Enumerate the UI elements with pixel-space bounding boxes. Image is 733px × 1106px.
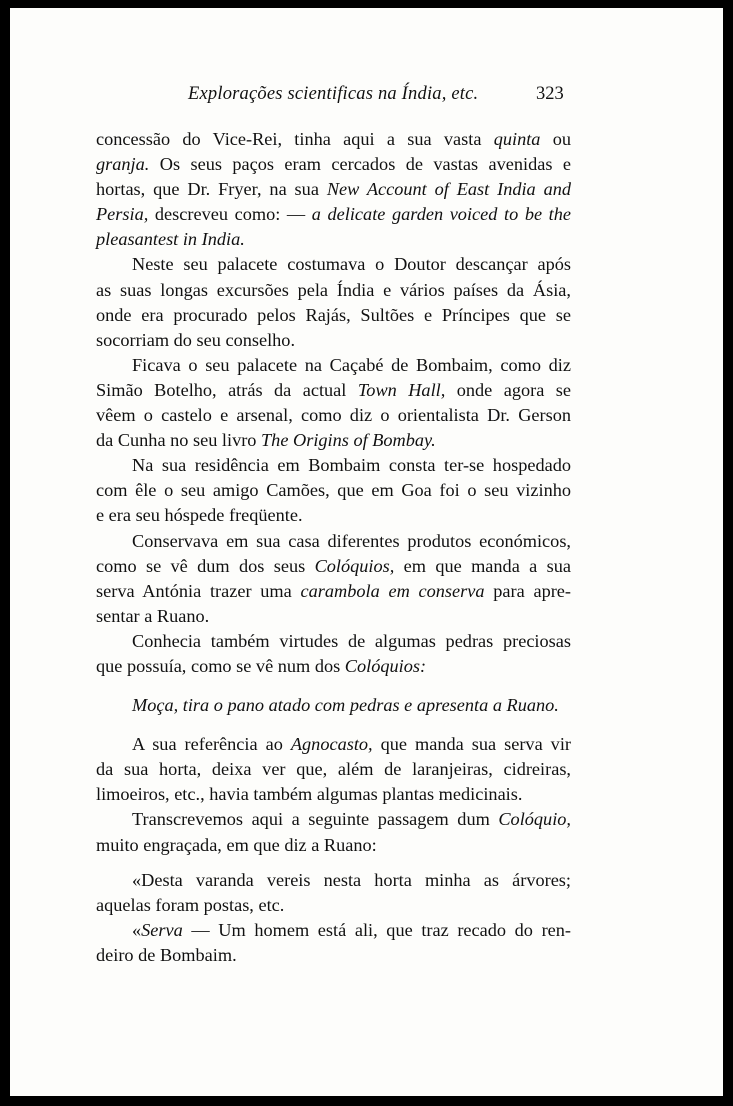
text-line: concessão do Vice-Rei, tinha aqui a sua vasta quinta ou: [96, 129, 571, 149]
text-line: pleasantest in India.: [96, 229, 245, 250]
dialogue-line: deiro de Bombaim.: [96, 944, 237, 965]
spacer: [96, 858, 571, 868]
running-title: Explorações scientificas na Índia, etc.: [188, 84, 479, 104]
dialogue-line: aquelas foram postas, etc.: [96, 894, 285, 915]
text-line: limoeiros, etc., havia também algumas plantas medicinais.: [96, 784, 523, 805]
text-line: e era seu hóspede freqüente.: [96, 505, 303, 526]
text-line: vêem o castelo e arsenal, como diz o orientalista Dr. Gerson: [96, 405, 571, 426]
text-line: que possuía, como se vê num dos Colóquios:: [96, 655, 427, 676]
dialogue-line: «Desta varanda vereis nesta horta minha as árvores;: [132, 869, 571, 890]
text-line: Ficava o seu palacete na Caçabé de Bombaim, como diz: [132, 354, 571, 375]
text-line: Conservava em sua casa diferentes produtos económicos,: [132, 530, 571, 551]
page-header: [10, 84, 723, 112]
book-page: [10, 8, 723, 1096]
text-line: Conhecia também virtudes de algumas pedras preciosas: [132, 630, 571, 651]
text-line: Na sua residência em Bombaim consta ter-se hospedado: [132, 455, 571, 476]
text-line: socorriam do seu conselho.: [96, 329, 296, 350]
text-line: com êle o seu amigo Camões, que em Goa foi o seu vizinho: [96, 480, 571, 501]
body-text: [96, 127, 571, 968]
text-line: A sua referência ao Agnocasto, que manda sua serva vir: [132, 734, 571, 755]
text-line: Transcrevemos aqui a seguinte passagem dum Colóquio,: [132, 809, 571, 830]
quotation-line: Moça, tira o pano atado com pedras e apresenta a Ruano.: [132, 695, 559, 716]
text-line: Persia, descreveu como: — a delicate garden voiced to be the: [96, 204, 572, 225]
text-line: sentar a Ruano.: [96, 605, 210, 626]
text-line: hortas, que Dr. Fryer, na sua New Account of East India and: [96, 179, 571, 200]
text-line: Neste seu palacete costumava o Doutor descançar após: [132, 254, 571, 275]
text-line: Simão Botelho, atrás da actual Town Hall, onde agora se: [96, 379, 571, 400]
spacer: [96, 718, 571, 732]
text-line: granja. Os seus paços eram cercados de vastas avenidas e: [96, 154, 571, 175]
text-line: as suas longas excursões pela Índia e vários países da Ásia,: [96, 279, 571, 300]
text-line: muito engraçada, em que diz a Ruano:: [96, 834, 377, 855]
page-number: 323: [536, 84, 564, 104]
text-line: onde era procurado pelos Rajás, Sultões e Príncipes que se: [96, 304, 571, 325]
text-line: da Cunha no seu livro The Origins of Bombay.: [96, 430, 436, 451]
text-line: como se vê dum dos seus Colóquios, em que manda a sua: [96, 555, 571, 576]
dialogue-line: «Serva — Um homem está ali, que traz recado do ren-: [132, 919, 571, 940]
text-line: serva Antónia trazer uma carambola em conserva para apre-: [96, 580, 571, 601]
text-line: da sua horta, deixa ver que, além de laranjeiras, cidreiras,: [96, 759, 571, 780]
spacer: [96, 679, 571, 693]
